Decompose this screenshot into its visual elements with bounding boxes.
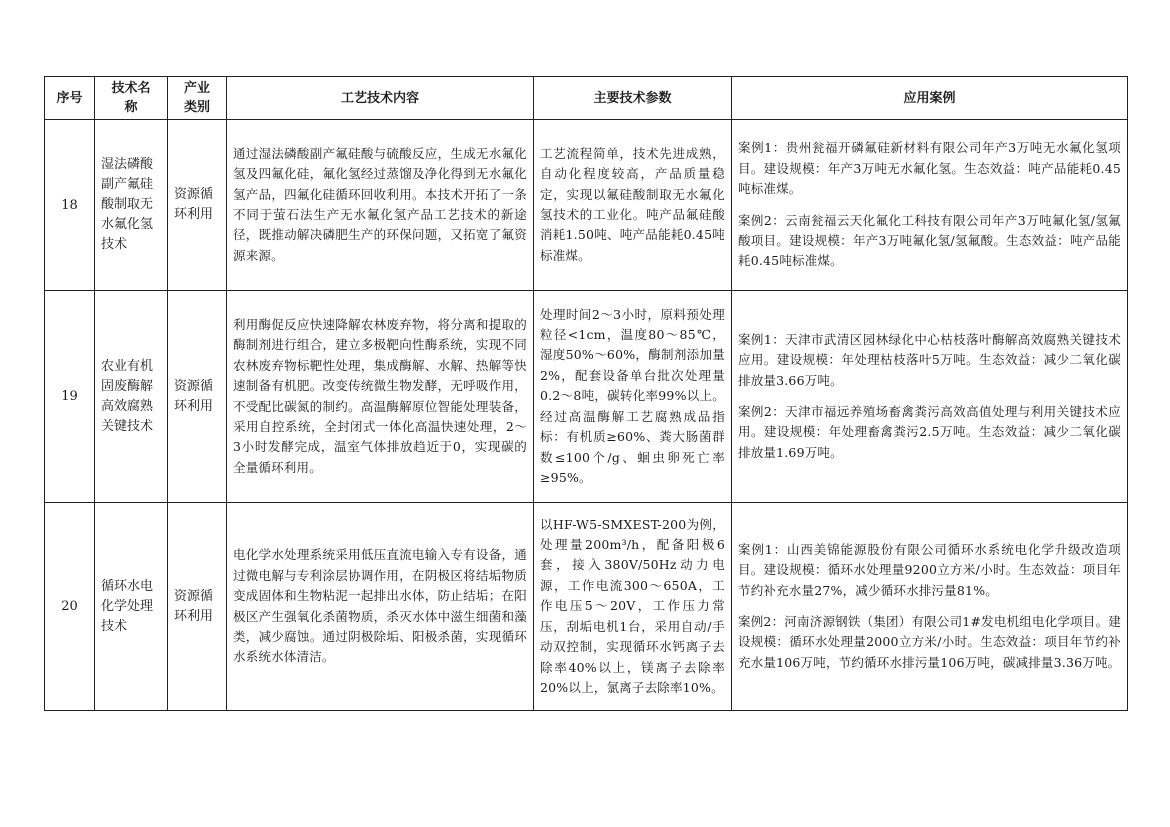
row-no: 20 xyxy=(45,503,95,711)
row-process-content: 通过湿法磷酸副产氟硅酸与硫酸反应，生成无水氟化氢及四氟化硅，氟化氢经过蒸馏及净化得到无水氟化氢产品，四氟化硅循环回收利用。本技术开拓了一条不同于萤石法生产无水氟化氢产品工艺技术的新途径，既推动解决磷肥生产的环保问题，又拓宽了氟资源来源。 xyxy=(227,120,534,291)
row-no: 18 xyxy=(45,120,95,291)
table-row xyxy=(45,291,1128,503)
row-main-params: 工艺流程简单，技术先进成熟，自动化程度较高，产品质量稳定，实现以氟硅酸制取无水氟化氢技术的工业化。吨产品氟硅酸消耗1.50吨、吨产品能耗0.45吨标准煤。 xyxy=(534,120,732,291)
row-cases xyxy=(732,503,1128,711)
header-name xyxy=(95,77,168,120)
row-tech-name: 湿法磷酸副产氟硅酸制取无水氟化氢技术 xyxy=(95,120,168,291)
header-content: 工艺技术内容 xyxy=(227,77,534,120)
case-1: 案例1：贵州瓮福开磷氟硅新材料有限公司年产3万吨无水氟化氢项目。建设规模：年产3万吨无水氟化氢。生态效益：吨产品能耗0.45吨标准煤。 xyxy=(738,140,1121,197)
row-process-content: 电化学水处理系统采用低压直流电输入专有设备，通过微电解与专利涂层协调作用，在阴极区将结垢物质变成固体和生物粘泥一起排出水体，防止结垢；在阳极区产生强氧化杀菌物质，杀灭水体中滋生细菌和藻类，减少腐蚀。通过阴极除垢、阳极杀菌，实现循环水系统水体清洁。 xyxy=(227,503,534,711)
case-2: 案例2：云南瓮福云天化氟化工科技有限公司年产3万吨氟化氢/氢氟酸项目。建设规模：年产3万吨氟化氢/氢氟酸。生态效益：吨产品能耗0.45吨标准煤。 xyxy=(738,212,1121,269)
row-tech-name: 农业有机固废酶解高效腐熟关键技术 xyxy=(95,291,168,503)
case-2: 案例2：河南济源钢铁（集团）有限公司1#发电机组电化学项目。建设规模：循环水处理量2000立方米/小时。生态效益：项目年节约补充水量106万吨，节约循环水排污量106万吨，碳减排量3.36万吨。 xyxy=(738,614,1121,670)
technology-table xyxy=(44,76,1128,711)
row-no: 19 xyxy=(45,291,95,503)
header-name-text: 技术名称 xyxy=(111,81,151,115)
header-category xyxy=(168,77,227,120)
row-category: 资源循环利用 xyxy=(168,503,227,711)
row-category: 资源循环利用 xyxy=(168,291,227,503)
row-cases xyxy=(732,120,1128,291)
header-category-text: 产业类别 xyxy=(183,81,210,115)
header-cases: 应用案例 xyxy=(732,77,1128,120)
table-header-row xyxy=(45,77,1128,120)
table-row xyxy=(45,503,1128,711)
case-1: 案例1：山西美锦能源股份有限公司循环水系统电化学升级改造项目。建设规模：循环水处理量9200立方米/小时。生态效益：项目年节约补充水量27%，减少循环水排污量81%。 xyxy=(738,541,1121,598)
case-2: 案例2：天津市福远养殖场畜禽粪污高效高值处理与利用关键技术应用。建设规模：年处理畜禽粪污2.5万吨。生态效益：减少二氧化碳排放量1.69万吨。 xyxy=(738,404,1121,460)
row-category: 资源循环利用 xyxy=(168,120,227,291)
row-tech-name: 循环水电化学处理技术 xyxy=(95,503,168,711)
case-1: 案例1：天津市武清区园林绿化中心枯枝落叶酶解高效腐熟关键技术应用。建设规模：年处理枯枝落叶5万吨。生态效益：减少二氧化碳排放量3.66万吨。 xyxy=(738,331,1121,388)
header-no: 序号 xyxy=(45,77,95,120)
header-params: 主要技术参数 xyxy=(534,77,732,120)
row-main-params: 处理时间2～3小时，原料预处理粒径<1cm，温度80～85℃，湿度50%～60%，酶制剂添加量2%，配套设备单台批次处理量0.2～8吨，碳转化率99%以上。经过高温酶解工艺腐熟成品指标：有机质≥60%、粪大肠菌群数≤100个/g、蛔虫卵死亡率≥95%。 xyxy=(534,291,732,503)
table-row xyxy=(45,120,1128,291)
row-process-content: 利用酶促反应快速降解农林废弃物，将分离和提取的酶制剂进行组合，建立多极靶向性酶系统，实现不同农林废弃物标靶性处理，集成酶解、水解、热解等快速制备有机肥。改变传统微生物发酵，无呼吸作用，不受配比碳氮的制约。高温酶解原位智能处理装备，采用自控系统，全封闭式一体化高温快速处理，2～3小时发酵完成，温室气体排放趋近于0，实现碳的全量循环利用。 xyxy=(227,291,534,503)
row-cases xyxy=(732,291,1128,503)
row-main-params: 以HF-W5-SMXEST-200为例，处理量200m³/h，配备阳极6套，接入380V/50Hz动力电源，工作电流300～650A，工作电压5～20V，工作压力常压，刮垢电机1台，采用自动/手动双控制，实现循环水钙离子去除率40%以上，镁离子去除率20%以上，氯离子去除率10%。 xyxy=(534,503,732,711)
